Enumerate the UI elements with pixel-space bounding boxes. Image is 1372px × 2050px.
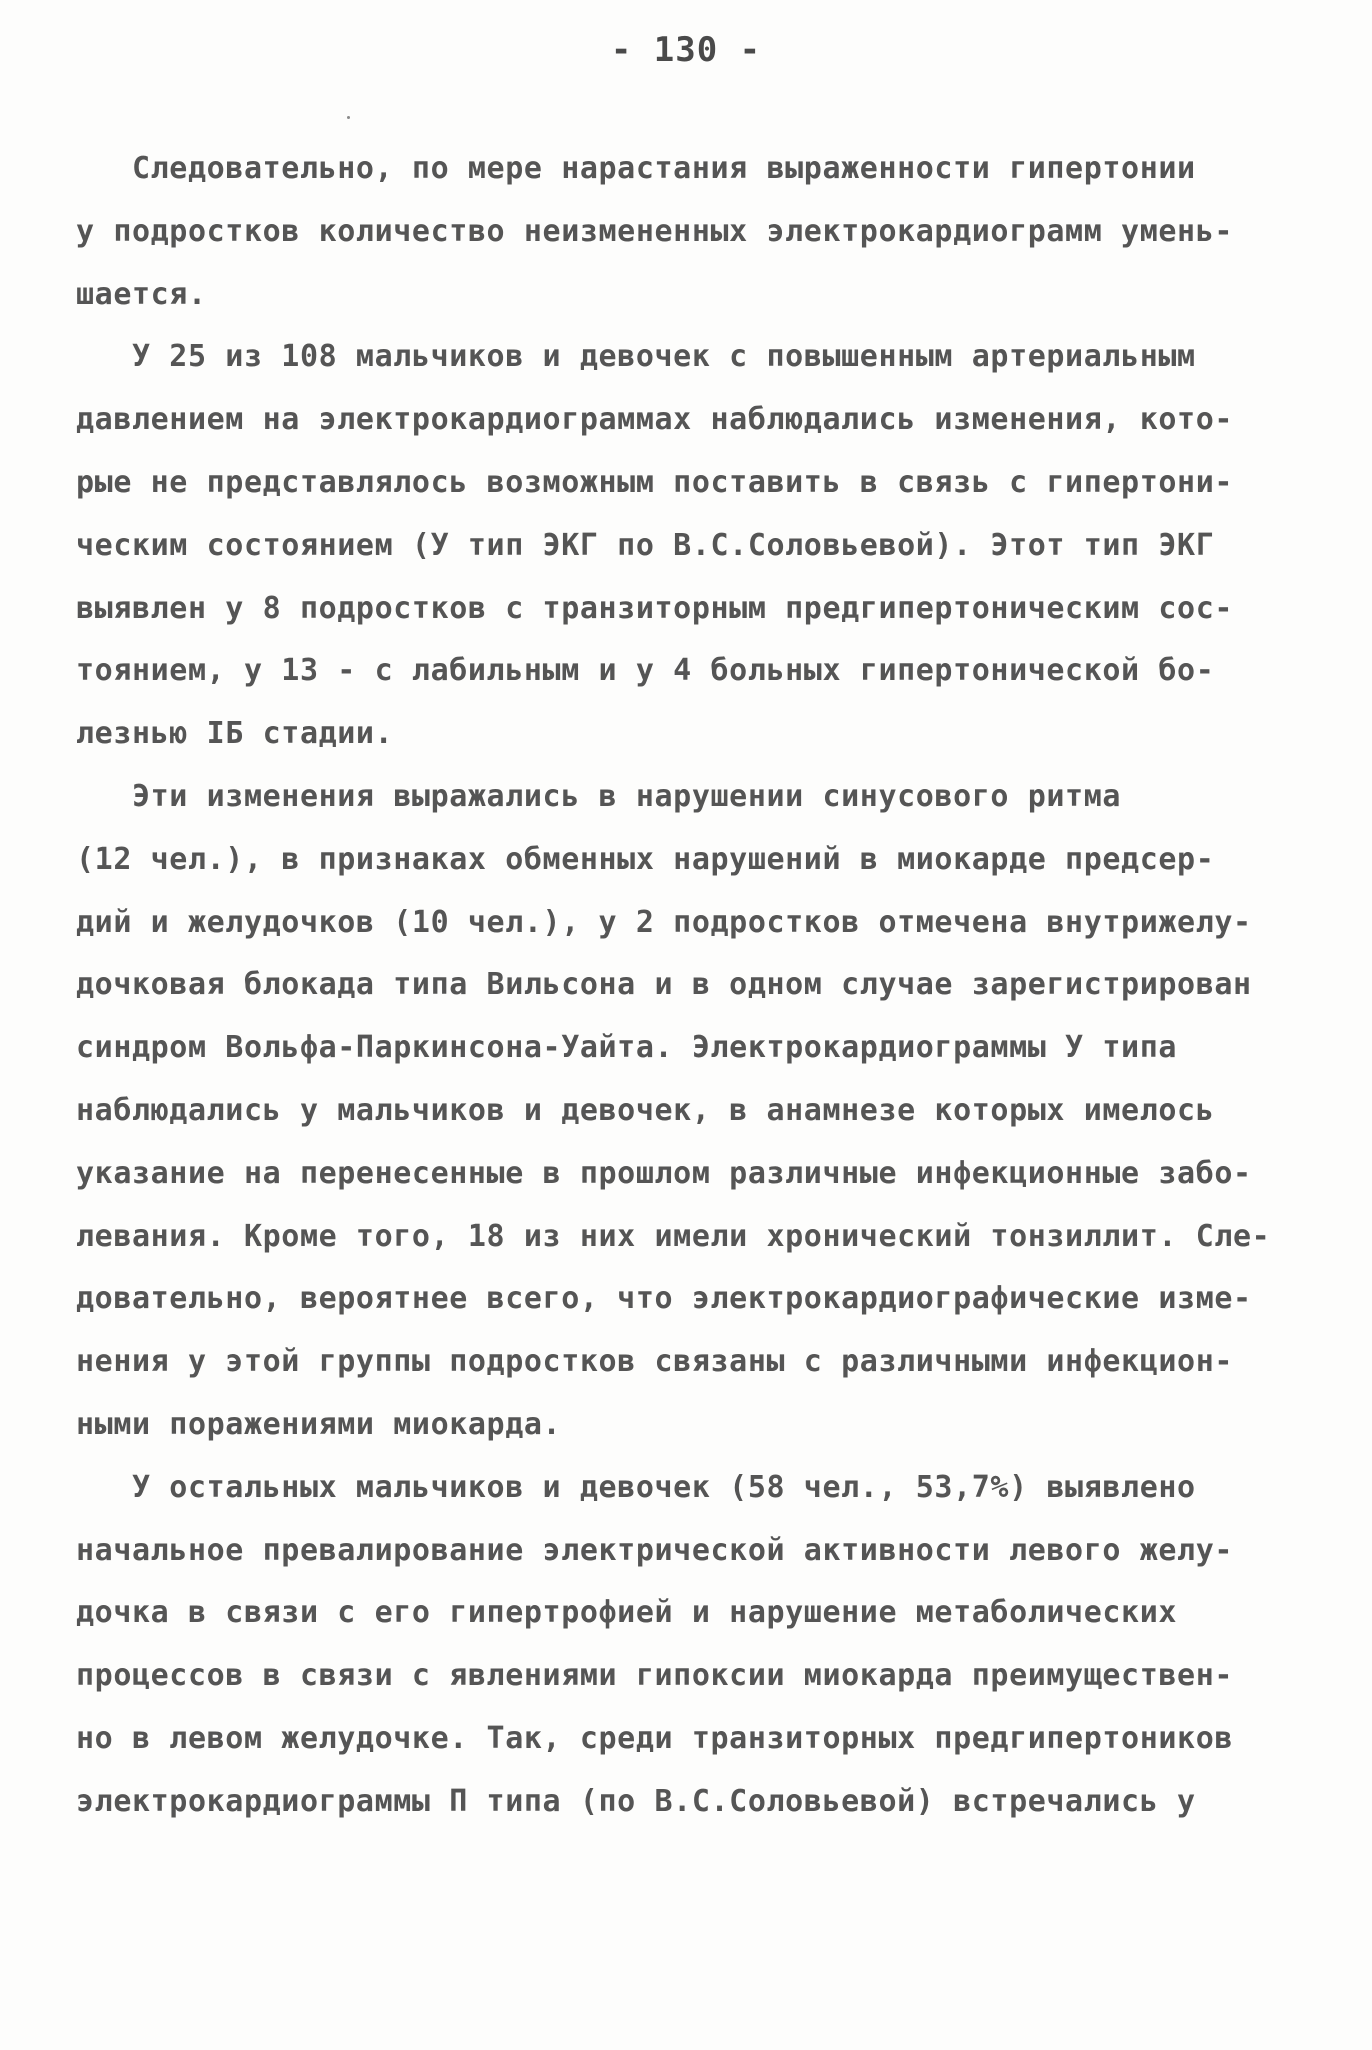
text-line: но в левом желудочке. Так, среди транзиторных предгипертоников (76, 1720, 1234, 1756)
text-line: Следовательно, по мере нарастания выраженности гипертонии (76, 151, 1196, 186)
text-line: левания. Кроме того, 18 из них имели хронический тонзиллит. Сле- (76, 1218, 1271, 1254)
text-line: давлением на электрокардиограммах наблюдались изменения, кото- (76, 402, 1234, 438)
text-line: наблюдались у мальчиков и девочек, в анамнезе которых имелось (76, 1092, 1215, 1128)
body-text (76, 138, 1316, 1834)
text-line: дочка в связи с его гипертрофией и нарушение метаболических (76, 1595, 1178, 1631)
text-line: нения у этой группы подростков связаны с различными инфекцион- (76, 1344, 1234, 1380)
text-line: ческим состоянием (У тип ЭКГ по В.С.Соловьевой). Этот тип ЭКГ (76, 527, 1215, 563)
text-line: выявлен у 8 подростков с транзиторным предгипертоническим сос- (76, 590, 1234, 626)
text-line: дий и желудочков (10 чел.), у 2 подростков отмечена внутрижелу- (76, 904, 1252, 940)
text-line: У остальных мальчиков и девочек (58 чел., 53,7%) выявлено (76, 1469, 1196, 1505)
text-line: (12 чел.), в признаках обменных нарушений в миокарде предсер- (76, 841, 1215, 877)
text-line: тоянием, у 13 - с лабильным и у 4 больных гипертонической бо- (76, 653, 1215, 689)
text-line: довательно, вероятнее всего, что электрокардиографические изме- (76, 1281, 1252, 1317)
page-number: - 130 - (610, 30, 762, 70)
text-line: лезнью IБ стадии. (76, 716, 394, 752)
paper-speck (347, 116, 350, 119)
text-line: процессов в связи с явлениями гипоксии миокарда преимуществен- (76, 1658, 1234, 1694)
text-line: указание на перенесенные в прошлом различные инфекционные забо- (76, 1155, 1252, 1191)
text-line: дочковая блокада типа Вильсона и в одном случае зарегистрирован (76, 967, 1252, 1003)
text-line: электрокардиограммы П типа (по В.С.Соловьевой) встречались у (76, 1783, 1196, 1819)
text-line: у подростков количество неизмененных электрокардиограмм умень- (76, 213, 1234, 249)
text-line: ными поражениями миокарда. (76, 1406, 562, 1442)
text-line: шается. (76, 276, 207, 312)
text-line: У 25 из 108 мальчиков и девочек с повышенным артериальным (76, 339, 1196, 375)
text-line: Эти изменения выражались в нарушении синусового ритма (76, 778, 1122, 814)
text-line: рые не представлялось возможным поставить в связь с гипертони- (76, 464, 1234, 500)
text-line: синдром Вольфа-Паркинсона-Уайта. Электрокардиограммы У типа (76, 1030, 1178, 1066)
text-line: начальное превалирование электрической активности левого желу- (76, 1532, 1234, 1568)
